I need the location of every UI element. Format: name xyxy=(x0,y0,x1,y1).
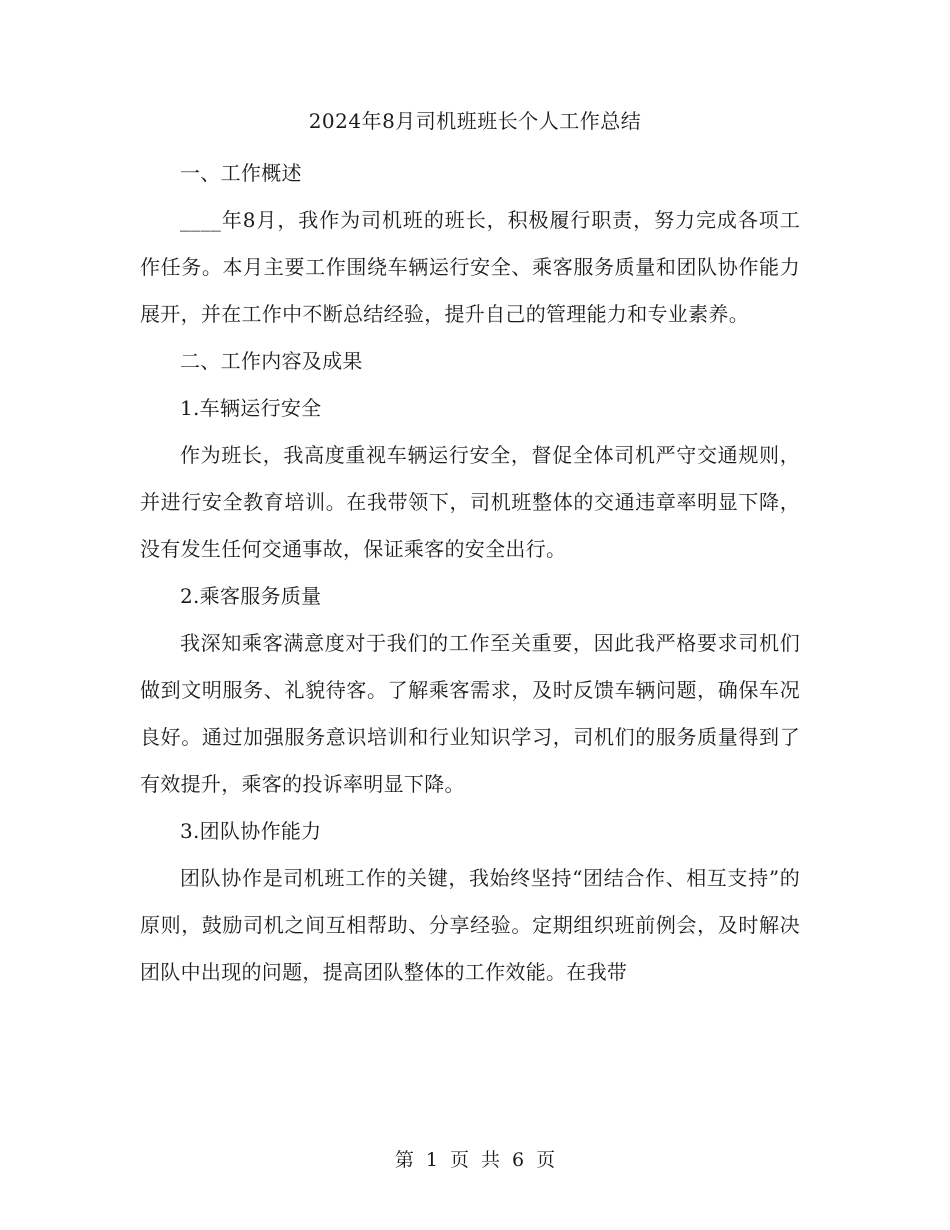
paragraph-teamwork: 团队协作是司机班工作的关键，我始终坚持“团结合作、相互支持”的原则，鼓励司机之间互相帮助、分享经验。定期组织班前例会，及时解决团队中出现的问题，提高团队整体的工作效能。在我带 xyxy=(140,866,800,984)
section-heading-overview: 一、工作概述 xyxy=(180,161,302,185)
subheading-teamwork: 3.团队协作能力 xyxy=(180,819,322,843)
subheading-vehicle-safety: 1.车辆运行安全 xyxy=(180,396,322,420)
paragraph-vehicle-safety: 作为班长，我高度重视车辆运行安全，督促全体司机严守交通规则，并进行安全教育培训。在我带领下，司机班整体的交通违章率明显下降，没有发生任何交通事故，保证乘客的安全出行。 xyxy=(140,443,800,561)
page-footer: 第 1 页 共 6 页 xyxy=(394,1149,556,1171)
paragraph-service-quality: 我深知乘客满意度对于我们的工作至关重要，因此我严格要求司机们做到文明服务、礼貌待客。了解乘客需求，及时反馈车辆问题，确保车况良好。通过加强服务意识培训和行业知识学习，司机们的服务质量得到了有效提升，乘客的投诉率明显下降。 xyxy=(140,631,800,796)
section-heading-content: 二、工作内容及成果 xyxy=(180,349,363,373)
subheading-service-quality: 2.乘客服务质量 xyxy=(180,584,322,608)
document-body xyxy=(140,150,800,996)
document-title: 2024年8月司机班班长个人工作总结 xyxy=(308,109,642,133)
paragraph-overview: ____年8月，我作为司机班的班长，积极履行职责，努力完成各项工作任务。本月主要工作围绕车辆运行安全、乘客服务质量和团队协作能力展开，并在工作中不断总结经验，提升自己的管理能力和专业素养。 xyxy=(140,208,800,326)
